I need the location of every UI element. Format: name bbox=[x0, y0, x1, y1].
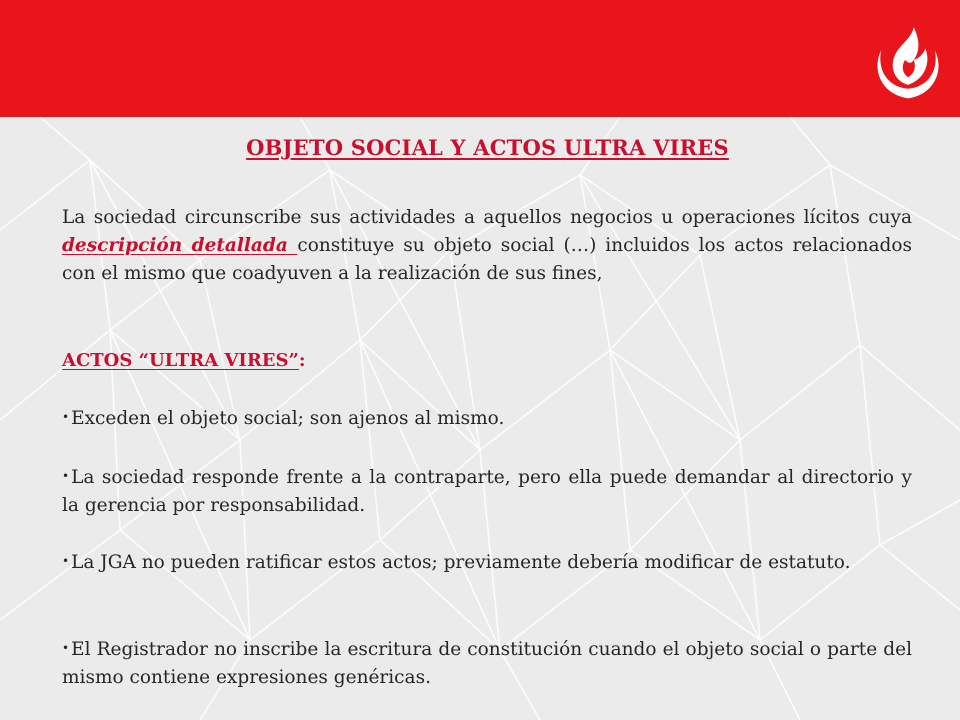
bullet-item bbox=[62, 547, 912, 577]
bullet-marker: • bbox=[62, 410, 70, 424]
upc-flame-logo-icon bbox=[860, 10, 956, 106]
intro-text-part2: constituye su objeto social (…) incluidos los actos relacionados con el mismo que coadyuven a la realización de sus fines, bbox=[62, 235, 913, 284]
intro-paragraph bbox=[62, 204, 912, 288]
subtitle-text: ACTOS “ULTRA VIRES” bbox=[62, 350, 299, 371]
slide-title: OBJETO SOCIAL Y ACTOS ULTRA VIRES bbox=[246, 135, 729, 160]
bullet-item bbox=[62, 634, 912, 692]
bullet-item bbox=[62, 403, 912, 433]
bullet-marker: • bbox=[62, 469, 70, 483]
section-subtitle bbox=[62, 347, 306, 375]
bullet-text: Exceden el objeto social; son ajenos al mismo. bbox=[71, 408, 505, 429]
bullet-marker: • bbox=[62, 554, 70, 568]
subtitle-suffix: : bbox=[298, 350, 306, 371]
intro-emphasis: descripción detallada bbox=[62, 235, 298, 256]
header-bar bbox=[0, 0, 960, 117]
bullet-marker: • bbox=[62, 641, 70, 655]
intro-text-part1: La sociedad circunscribe sus actividades a aquellos negocios u operaciones lícitos cuya bbox=[62, 207, 912, 228]
bullet-text: El Registrador no inscribe la escritura de constitución cuando el objeto social o parte del mismo contiene expresiones genéricas. bbox=[62, 639, 912, 688]
bullet-text: La JGA no pueden ratificar estos actos; previamente debería modificar de estatuto. bbox=[71, 552, 851, 573]
bullet-text: La sociedad responde frente a la contraparte, pero ella puede demandar al directorio y la gerencia por responsabilidad. bbox=[62, 467, 912, 516]
bullet-item bbox=[62, 462, 912, 520]
